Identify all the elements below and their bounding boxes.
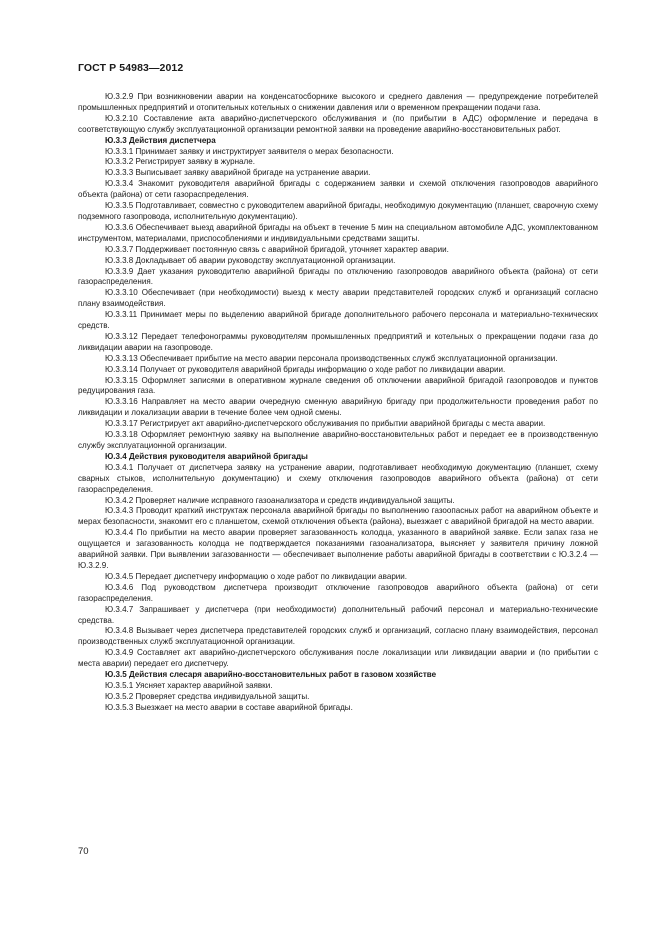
- paragraph: Ю.3.3.4 Знакомит руководителя аварийной бригады с содержанием заявки и схемой отключения газопроводов аварийного объекта (района) от сети газораспределения.: [78, 179, 598, 200]
- paragraph: Ю.3.4.1 Получает от диспетчера заявку на устранение аварии, подготавливает необходимую документацию (планшет, схему сварных стыков, исполнительную документацию) и схему отключения газопроводов аварийного объекта (района) от сети газораспределения.: [78, 462, 598, 494]
- paragraph: Ю.3.3.2 Регистрирует заявку в журнале.: [105, 157, 255, 167]
- paragraph: Ю.3.5.3 Выезжает на место аварии в составе аварийной бригады.: [105, 702, 353, 712]
- paragraph: Ю.3.2.9 При возникновении аварии на конденсатосборнике высокого и среднего давления — предупреждение потребителей промышленных предприятий и отопительных котельных о снижении давления или о временном прекращении подачи газа.: [78, 92, 598, 112]
- paragraph: Ю.3.4.8 Вызывает через диспетчера представителей городских служб и организаций, согласно плану взаимодействия, персонал производственных служб эксплуатационной организации.: [78, 626, 598, 647]
- paragraph: Ю.3.4.2 Проверяет наличие исправного газоанализатора и средств индивидуальной защиты.: [105, 495, 455, 505]
- paragraph: Ю.3.3.5 Подготавливает, совместно с руководителем аварийной бригады, необходимую документацию (планшет, сварочную схему подземного газопровода, исполнительную документацию).: [78, 201, 598, 221]
- paragraph: Ю.3.3.15 Оформляет записями в оперативном журнале сведения об отключении аварийной бригадой газопроводов и пунктов редуцирования газа.: [78, 375, 598, 396]
- paragraph: Ю.3.3.9 Дает указания руководителю аварийной бригады по отключению газопроводов аварийного объекта (района) от сети газораспределения.: [78, 266, 598, 287]
- paragraph: Ю.3.3.1 Принимает заявку и инструктирует заявителя о мерах безопасности.: [105, 146, 394, 156]
- document-header: ГОСТ Р 54983—2012: [78, 62, 184, 74]
- paragraph: Ю.3.3.7 Поддерживает постоянную связь с аварийной бригадой, уточняет характер аварии.: [105, 244, 449, 254]
- paragraph: Ю.3.4.9 Составляет акт аварийно-диспетчерского обслуживания после локализации или ликвидации аварии и (по прибытии с места аварии) передает его диспетчеру.: [78, 648, 598, 669]
- page-number: 70: [78, 846, 89, 857]
- document-body: [78, 92, 598, 714]
- paragraph: Ю.3.3.17 Регистрирует акт аварийно-диспетчерского обслуживания по прибытии аварийной бригады с места аварии.: [105, 419, 546, 429]
- paragraph: Ю.3.3.3 Выписывает заявку аварийной бригаде на устранение аварии.: [105, 168, 371, 178]
- paragraph: Ю.3.3.10 Обеспечивает (при необходимости) выезд к месту аварии представителей городских служб и организаций согласно плану взаимодействия.: [78, 288, 598, 309]
- paragraph: Ю.3.2.10 Составление акта аварийно-диспетчерского обслуживания и (по прибытии в АДС) оформление и передача в соответствующую службу эксплуатационной организации ремонтной заявки на проведение аварийно-восстановительных работ.: [78, 113, 598, 134]
- paragraph: Ю.3.3.18 Оформляет ремонтную заявку на выполнение аварийно-восстановительных работ и передает ее в производственную службу эксплуатационной организации.: [78, 430, 598, 450]
- paragraph: Ю.3.3.8 Докладывает об аварии руководству эксплуатационной организации.: [105, 255, 396, 265]
- section-heading: Ю.3.3 Действия диспетчера: [105, 135, 216, 145]
- paragraph: Ю.3.4.6 Под руководством диспетчера производит отключение газопроводов аварийного объекта (района) от сети газораспределения.: [78, 582, 598, 603]
- section-heading: Ю.3.5 Действия слесаря аварийно-восстановительных работ в газовом хозяйстве: [105, 670, 437, 680]
- paragraph: Ю.3.3.11 Принимает меры по выделению аварийной бригаде дополнительного рабочего персонала и материально-технических средств.: [78, 310, 598, 331]
- paragraph: Ю.3.3.12 Передает телефонограммы руководителям промышленных предприятий и котельных о прекращении подачи газа до ликвидации аварии на газопроводе.: [78, 331, 598, 352]
- section-heading: Ю.3.4 Действия руководителя аварийной бригады: [105, 451, 308, 461]
- paragraph: Ю.3.3.6 Обеспечивает выезд аварийной бригады на объект в течение 5 мин на специальном автомобиле АДС, укомплектованном инструментом, материалами, приспособлениями и индивидуальными средствами защиты.: [78, 222, 598, 243]
- paragraph: Ю.3.4.5 Передает диспетчеру информацию о ходе работ по ликвидации аварии.: [105, 571, 408, 581]
- paragraph: Ю.3.3.14 Получает от руководителя аварийной бригады информацию о ходе работ по ликвидации аварии.: [105, 364, 506, 374]
- paragraph: Ю.3.3.16 Направляет на место аварии очередную сменную аварийную бригаду при продолжительности проведения работ по ликвидации и локализации аварии в течение более чем одной смены.: [78, 397, 598, 418]
- paragraph: Ю.3.4.3 Проводит краткий инструктаж персонала аварийной бригады по выполнению газоопасных работ на аварийном объекте и мерах безопасности, знакомит его с планшетом, схемой отключения объекта (района), выезжает с аварийной бригадой на место аварии.: [78, 506, 598, 527]
- paragraph: Ю.3.3.13 Обеспечивает прибытие на место аварии персонала производственных служб эксплуатационной организации.: [105, 353, 558, 363]
- paragraph: Ю.3.5.1 Уясняет характер аварийной заявки.: [105, 680, 273, 690]
- paragraph: Ю.3.5.2 Проверяет средства индивидуальной защиты.: [105, 691, 310, 701]
- paragraph: Ю.3.4.4 По прибытии на место аварии проверяет загазованность колодца, указанного в аварийной заявке. Если запах газа не ощущается и загазованность колодца не подтверждается показаниями газоанализатора, выясняет у заявителя причину ложной аварийной заявки. При выявлении загазованности — обеспечивает выполнение работы аварийной бригады в соответствии с Ю.3.2.4 — Ю.3.2.9.: [78, 528, 598, 570]
- paragraph: Ю.3.4.7 Запрашивает у диспетчера (при необходимости) дополнительный рабочий персонал и материально-технические средства.: [78, 604, 598, 625]
